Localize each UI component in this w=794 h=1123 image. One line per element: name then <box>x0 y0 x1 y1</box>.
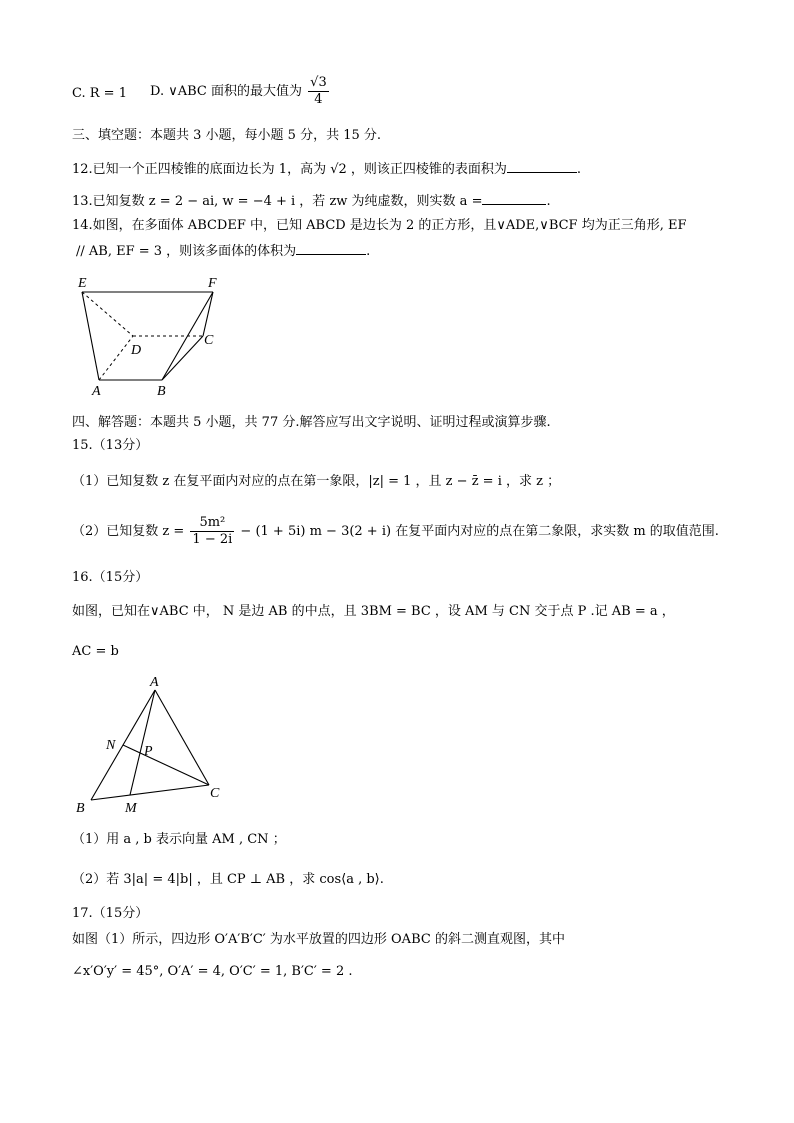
answer-blank-12[interactable] <box>507 160 577 173</box>
fraction-numerator: √3 <box>310 75 327 90</box>
vertex-label-c: C <box>204 333 214 348</box>
option-c <box>72 84 127 104</box>
answer-blank-13[interactable] <box>482 192 546 205</box>
question-12-text: 12.已知一个正四棱锥的底面边长为 1，高为 √2 ，则该正四棱锥的表面积为 <box>72 162 507 177</box>
question-16-part-2: （2）若 3|a| = 4|b| ，且 CP ⊥ AB ，求 cos⟨a , b⟩. <box>72 872 384 887</box>
point-label-p: P <box>144 744 153 759</box>
question-15-part-2 <box>72 512 719 552</box>
vertex-label-f: F <box>208 276 217 291</box>
vertex-label-b: B <box>76 801 85 816</box>
question-15-fraction <box>190 515 234 548</box>
section-fill-in-heading: 三、填空题：本题共 3 小题，每小题 5 分，共 15 分. <box>72 128 382 143</box>
point-label-m: M <box>125 801 137 816</box>
question-13 <box>72 192 551 212</box>
vertex-label-a: A <box>150 675 159 690</box>
option-d-fraction <box>308 75 329 108</box>
question-17-line-2: ∠x′O′y′ = 45°, O′A′ = 4, O′C′ = 1, B′C′ = 2 . <box>72 964 353 979</box>
option-d <box>150 72 331 112</box>
question-16-heading: 16.（15分） <box>72 570 149 585</box>
question-15-part-1: （1）已知复数 z 在复平面内对应的点在第一象限，|z| = 1 ，且 z − z̄ = i ，求 z ； <box>72 474 561 489</box>
question-15-heading: 15.（13分） <box>72 438 149 453</box>
question-15-part-2-suffix: − (1 + 5i) m − 3(2 + i) 在复平面内对应的点在第二象限，求实数 m 的取值范围. <box>240 524 719 539</box>
point-label-n: N <box>106 738 116 753</box>
fraction-numerator: 5m² <box>190 515 234 532</box>
vertex-label-e: E <box>78 276 87 291</box>
question-13-text: 13.已知复数 z = 2 − ai, w = −4 + i ，若 zw 为纯虚数，则实数 a = <box>72 194 483 209</box>
question-16-line-2: AC = b <box>72 644 119 659</box>
question-13-end: . <box>546 194 551 209</box>
question-15-part-2-prefix: （2）已知复数 z = <box>72 524 185 539</box>
question-12 <box>72 160 581 180</box>
section-solution-heading: 四、解答题：本题共 5 小题，共 77 分.解答应写出文字说明、证明过程或演算步骤. <box>72 415 551 430</box>
option-d-text: D. ∨ABC 面积的最大值为 <box>150 84 303 99</box>
vertex-label-b: B <box>157 384 166 399</box>
question-14-end: . <box>366 244 371 259</box>
triangle-figure <box>70 672 240 822</box>
vertex-label-d: D <box>131 343 142 358</box>
answer-blank-14[interactable] <box>296 242 366 255</box>
question-16-part-1: （1）用 a , b 表示向量 AM , CN ； <box>72 832 286 847</box>
question-17-line-1: 如图（1）所示，四边形 O′A′B′C′ 为水平放置的四边形 OABC 的斜二测直观图，其中 <box>72 932 565 947</box>
vertex-label-c: C <box>210 786 220 801</box>
question-17-heading: 17.（15分） <box>72 906 149 921</box>
question-12-end: . <box>576 162 582 177</box>
question-14-line-1: 14.如图，在多面体 ABCDEF 中，已知 ABCD 是边长为 2 的正方形，且∨ADE,∨BCF 均为正三角形, EF <box>72 218 687 233</box>
question-14-line-2 <box>76 242 370 262</box>
question-16-line-1: 如图，已知在∨ABC 中， N 是边 AB 的中点，且 3BM = BC ，设 AM 与 CN 交于点 P .记 AB = a ， <box>72 604 675 619</box>
vertex-label-a: A <box>92 384 101 399</box>
option-c-text: C. R = 1 <box>72 86 127 101</box>
fraction-denominator: 1 − 2i <box>192 532 233 547</box>
fraction-denominator: 4 <box>314 92 323 107</box>
question-14-text: // AB, EF = 3 ，则该多面体的体积为 <box>76 244 297 259</box>
polyhedron-figure <box>70 270 240 400</box>
